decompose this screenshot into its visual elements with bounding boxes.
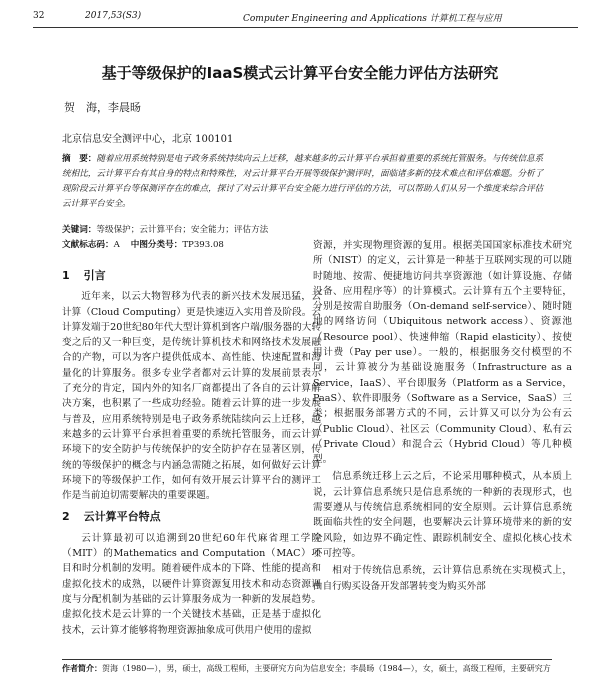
section-2-paragraph-1: 云计算最初可以追溯到20世纪60年代麻省理工学院（MIT）的Mathematics and Computation（MAC）项目和时分机制的发明。随着硬件成本的下降、性能的提高和虚拟化技术的成熟，以硬件计算资源复用技术和动态资源调度与分配机制为基础的云计算服务成为一种新的发展趋势。虚拟化技术是云计算的一个关键技术基础，正是基于虚拟化技术，云计算才能够将物理资源抽象成可供用户使用的虚拟 (62, 532, 321, 636)
section-2-paragraph-2: 信息系统迁移上云之后，不论采用哪种模式，从本质上说，云计算信息系统只是信息系统的一种新的表现形式，也需要遵从与传统信息系统相同的安全原则。云计算信息系统既面临共性的安全问题，也要解决云计算环境带来的新的安全风险，如边界不确定性、跟踪机制安全、虚拟化核心技术不可控等。 (313, 471, 572, 559)
section-2-paragraph-1-continued: 资源，并实现物理资源的复用。根据美国国家标准技术研究所（NIST）的定义，云计算是一种基于互联网实现的可以随时随地、按需、便捷地访问共享资源池（如计算设施、存储设备、应用程序等）的计算模式。云计算有五个主要特征，分别是按需自助服务（On-demand self-service）、随时随地的网络访问（Ubiquitous network access）、资源池（Resource pool）、快速伸缩（Rapid elasticity）、按使用计费（Pay per use）。一般的，根据服务交付模型的不同，云计算被分为基础设施服务（Infrastructure as a Service，IaaS）、平台即服务（Platform as a Service，PaaS）、软件即服务（Software as a Service，SaaS）三类；根据服务部署方式的不同，云计算又可以分为公有云（Public Cloud）、社区云（Community Cloud）、私有云（Private Cloud）和混合云（Hybrid Cloud）等几种模型。 (313, 240, 572, 466)
section-1-title: 引言 (83, 269, 106, 282)
keywords (62, 223, 550, 235)
doc-code-label: 文献标志码： (62, 240, 114, 250)
right-column (313, 238, 572, 596)
page-number: 32 (33, 11, 45, 21)
section-2-title: 云计算平台特点 (83, 510, 161, 524)
affiliation: 北京信息安全测评中心，北京 100101 (62, 134, 234, 145)
section-2-paragraph-3: 相对于传统信息系统，云计算信息系统在实现模式上，由自行购买设备开发部署转变为购买外部 (313, 565, 572, 592)
section-2-number: 2 (62, 510, 70, 524)
author-footnote (62, 663, 562, 674)
keywords-text: 等级保护；云计算平台；安全能力；评估方法 (96, 225, 269, 235)
authors: 贺 海，李晨旸 (64, 101, 141, 114)
section-1-number: 1 (62, 269, 70, 282)
abstract (62, 152, 550, 212)
abstract-text: 随着应用系统特别是电子政务系统持续向云上迁移，越来越多的云计算平台承担着重要的系统托管服务。与传统信息系统相比，云计算平台有其自身的特点和特殊性，对云计算平台开展等级保护测评时，面临诸多新的技术难点和评估难题。分析了现阶段云计算平台等保测评存在的难点，探讨了对云计算平台安全能力进行评估的方法，可以帮助人们从另一个维度来综合评估云计算平台安全。 (62, 154, 544, 209)
abstract-label: 摘 要： (62, 154, 97, 164)
journal-name: Computer Engineering and Applications 计算机工程与应用 (243, 14, 502, 24)
section-1-heading (62, 268, 321, 283)
paper-title: 基于等级保护的IaaS模式云计算平台安全能力评估方法研究 (101, 64, 499, 82)
left-column (62, 262, 321, 640)
footnote-text: 贺海（1980—），男，硕士，高级工程师，主要研究方向为信息安全；李晨旸（1984—），女，硕士，高级工程师，主要研究方 (102, 664, 551, 673)
section-2-heading (62, 509, 321, 524)
footnote-rule (62, 659, 552, 660)
volume-info: 2017,53(S3) (85, 11, 142, 21)
keywords-label: 关键词： (62, 225, 97, 235)
running-header (33, 5, 578, 28)
footnote-label: 作者简介： (62, 663, 102, 673)
clc-label: 中图分类号： (130, 240, 183, 250)
section-1-paragraph: 近年来，以云大物智移为代表的新兴技术发展迅猛，云计算（Cloud Computing）更是快速迈入实用普及阶段。云计算发端于20世纪80年代大型计算机到客户端/服务器的大转变之后的又一种巨变，是传统计算机技术和网络技术发展融合的产物，可以为客户提供低成本、高性能、快速配置和海量化的计算服务。很多专业学者都对云计算的发展前景表示了充分的肯定，国内外的知名厂商都提出了各自的云计算解决方案，也积累了一些成功经验。随着云计算的进一步发展与普及，应用系统特别是电子政务系统陆续向云上迁移，越来越多的云计算平台承担着重要的系统托管服务，而云计算环境下的安全防护与传统保护的安全防护存在显著区别，传统的等级保护的概念与内涵急需随之拓展，如何做好云计算环境下的等级保护工作，如何有效开展云计算平台的测评工作是当前迫切需要解决的重要课题。 (62, 291, 321, 502)
doc-code: A (113, 240, 120, 250)
clc-code: TP393.08 (182, 240, 224, 250)
